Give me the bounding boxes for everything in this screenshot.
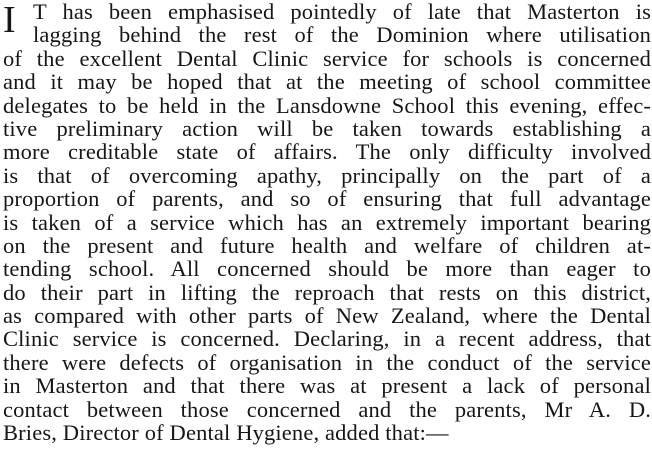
text-line: lagging behind the rest of the Dominion where utilisation [33, 22, 651, 48]
text-line: tending school. All concerned should be more than eager to [3, 256, 651, 282]
text-line: in Masterton and that there was at present a lack of personal [3, 373, 651, 399]
text-line: and it may be hoped that at the meeting of school committee [3, 69, 651, 95]
text-line: contact between those concerned and the parents, Mr A. D. [3, 396, 651, 422]
text-line: do their part in lifting the reproach that rests on this district, [3, 279, 651, 305]
text-line: is that of overcoming apathy, principally on the part of a [3, 162, 651, 188]
text-line: there were defects of organisation in the conduct of the service [3, 349, 651, 375]
text-line: Clinic service is concerned. Declaring, in a recent address, that [3, 326, 651, 352]
text-line: on the present and future health and welfare of children at- [3, 232, 651, 258]
text-line: proportion of parents, and so of ensuring that full advantage [3, 186, 651, 212]
text-line: Bries, Director of Dental Hygiene, added that:— [3, 420, 449, 446]
text-line: more creditable state of affairs. The only difficulty involved [3, 139, 651, 165]
article-body [3, 0, 651, 444]
text-line: of the excellent Dental Clinic service for schools is concerned [3, 45, 651, 71]
text-line: tive preliminary action will be taken towards establishing a [3, 115, 651, 141]
drop-cap: I [3, 0, 16, 41]
text-line: T has been emphasised pointedly of late that Masterton is [33, 0, 651, 24]
text-line: is taken of a service which has an extremely important bearing [3, 209, 651, 235]
text-line: as compared with other parts of New Zealand, where the Dental [3, 303, 651, 329]
text-line: delegates to be held in the Lansdowne School this evening, effec- [3, 92, 651, 118]
